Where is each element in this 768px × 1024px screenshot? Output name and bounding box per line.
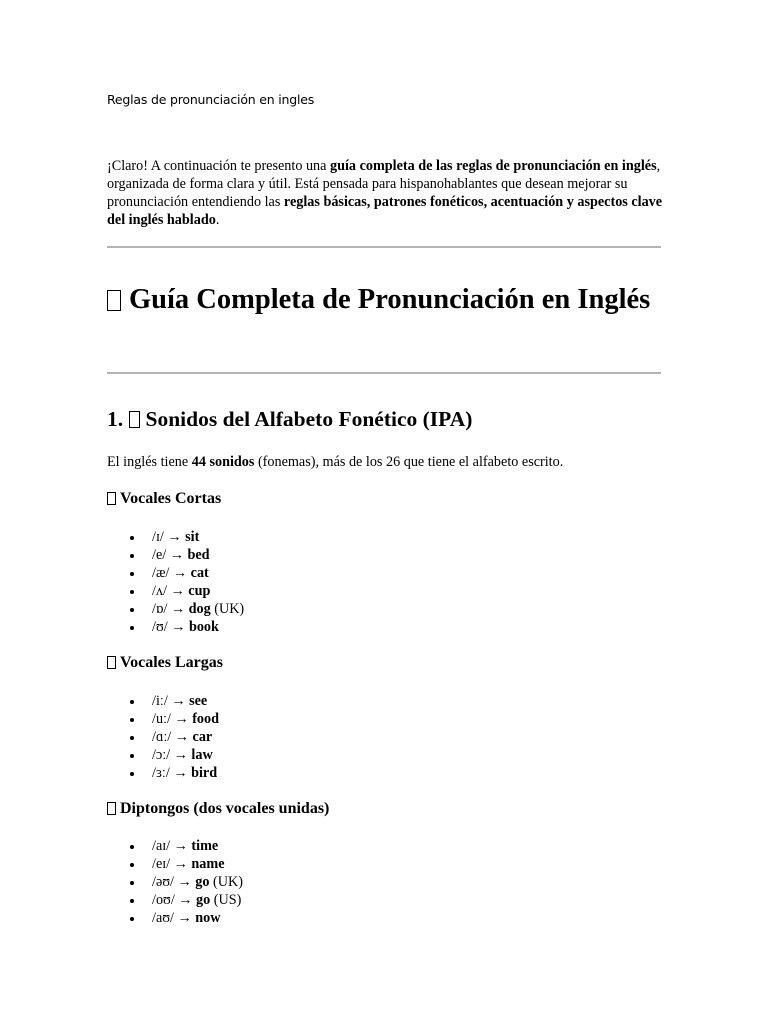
section-number: 1. [107, 407, 124, 431]
example-word: car [192, 729, 213, 745]
list-item [107, 528, 244, 546]
short-vowels-list [107, 528, 244, 636]
list-item [107, 891, 243, 909]
long-vowels-list [107, 692, 219, 782]
list-item [107, 618, 244, 636]
missing-glyph-icon [107, 802, 116, 815]
list-item [107, 728, 219, 746]
example-word: go [195, 874, 210, 890]
dialect-note: (UK) [212, 874, 243, 890]
ipa-symbol: /æ/ → [152, 565, 188, 581]
main-heading-text: Guía Completa de Pronunciación en Inglés [129, 284, 651, 315]
example-word: sit [185, 529, 200, 545]
section-heading-1 [107, 407, 472, 432]
example-word: see [189, 693, 208, 709]
diphthongs-list [107, 837, 243, 927]
list-item [107, 692, 219, 710]
example-word: name [191, 856, 225, 872]
subheading-long-vowels [107, 654, 223, 672]
list-item [107, 764, 219, 782]
list-item [107, 582, 244, 600]
intro-text-2: , organizada de forma clara y útil. Está pensada para hispanohablantes que desean mejorar su pronunciación entendiendo las [107, 158, 661, 210]
missing-glyph-icon [107, 290, 121, 311]
example-word: bed [187, 547, 210, 563]
list-item [107, 600, 244, 618]
example-word: go [196, 892, 211, 908]
ipa-symbol: /ʌ/ → [152, 583, 185, 599]
list-item [107, 546, 244, 564]
ipa-symbol: /ɪ/ → [152, 529, 182, 545]
example-word: now [195, 910, 221, 926]
intro-text-3: . [215, 212, 220, 228]
para-bold-1: 44 sonidos [191, 454, 255, 470]
para-text-2: (fonemas), más de los 26 que tiene el alfabeto escrito. [254, 454, 564, 470]
example-word: cup [188, 583, 211, 599]
ipa-symbol: /ʊ/ → [152, 619, 186, 635]
missing-glyph-icon [107, 492, 116, 505]
ipa-symbol: /iː/ → [152, 693, 186, 709]
subheading-diphthongs [107, 800, 329, 818]
section-paragraph [107, 454, 563, 471]
subheading-text: Vocales Largas [120, 654, 223, 671]
subheading-text: Diptongos (dos vocales unidas) [120, 800, 330, 817]
ipa-symbol: /ɜː/ → [152, 765, 188, 781]
example-word: food [192, 711, 220, 727]
example-word: law [191, 747, 213, 763]
list-item [107, 746, 219, 764]
example-word: cat [190, 565, 209, 581]
ipa-symbol: /eɪ/ → [152, 856, 188, 872]
main-heading [107, 281, 667, 318]
list-item [107, 564, 244, 582]
example-word: book [188, 619, 219, 635]
section-title: Sonidos del Alfabeto Fonético (IPA) [145, 407, 473, 431]
example-word: bird [191, 765, 218, 781]
ipa-symbol: /ɔː/ → [152, 747, 188, 763]
example-word: time [191, 838, 219, 854]
list-item [107, 855, 243, 873]
list-item [107, 710, 219, 728]
dialect-note: (UK) [214, 601, 245, 617]
example-word: dog [188, 601, 211, 617]
intro-text-1: ¡Claro! A continuación te presento una [107, 158, 330, 174]
intro-bold-1: guía completa de las reglas de pronunciación en inglés [330, 158, 657, 174]
list-item [107, 909, 243, 927]
intro-paragraph [107, 157, 667, 229]
para-text-1: El inglés tiene [107, 454, 192, 470]
missing-glyph-icon [107, 656, 116, 669]
ipa-symbol: /ɑː/ → [152, 729, 189, 745]
document-title: Reglas de pronunciación en ingles [107, 92, 315, 107]
subheading-short-vowels [107, 490, 221, 508]
list-item [107, 873, 243, 891]
ipa-symbol: /aɪ/ → [152, 838, 188, 854]
dialect-note: (US) [213, 892, 242, 908]
ipa-symbol: /oʊ/ → [152, 892, 193, 908]
missing-glyph-icon [129, 411, 140, 428]
ipa-symbol: /aʊ/ → [152, 910, 192, 926]
ipa-symbol: /uː/ → [152, 711, 189, 727]
ipa-symbol: /e/ → [152, 547, 184, 563]
ipa-symbol: /əʊ/ → [152, 874, 192, 890]
horizontal-rule-2 [107, 372, 661, 374]
horizontal-rule-1 [107, 246, 661, 248]
ipa-symbol: /ɒ/ → [152, 601, 186, 617]
intro-bold-2: reglas básicas, patrones fonéticos, acentuación y aspectos clave del inglés hablado [107, 194, 663, 228]
subheading-text: Vocales Cortas [120, 490, 222, 507]
list-item [107, 837, 243, 855]
